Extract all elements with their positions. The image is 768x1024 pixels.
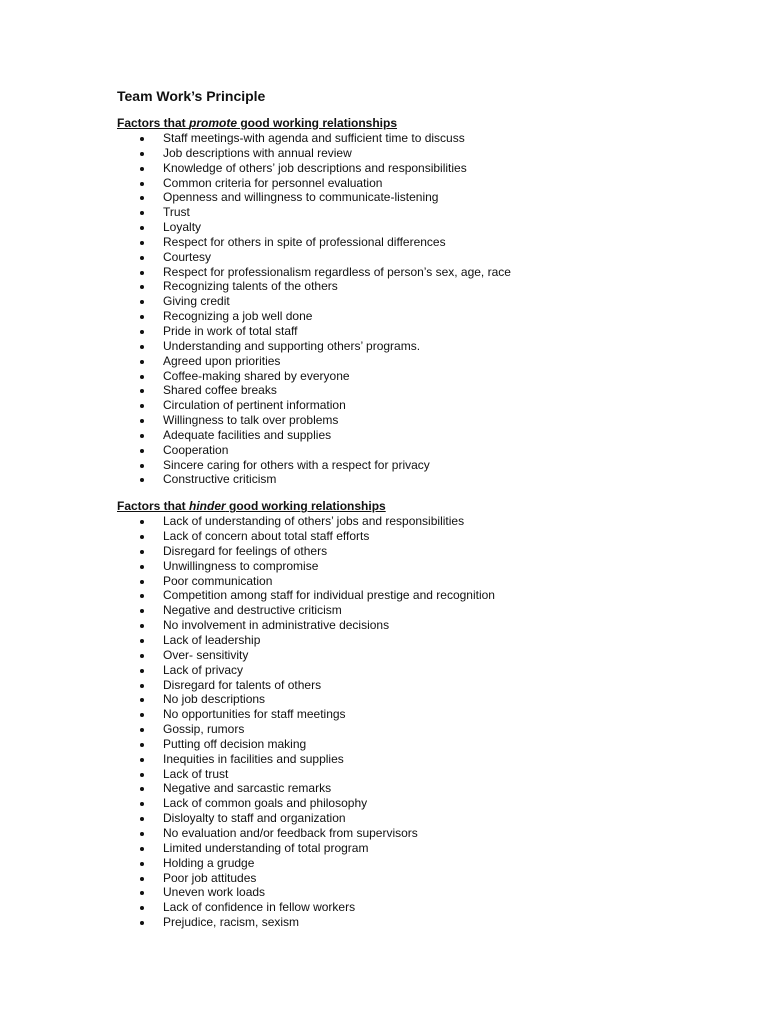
hinder-factor-item: Lack of privacy: [117, 663, 737, 678]
promote-factor-item: Knowledge of others’ job descriptions and responsibilities: [117, 161, 737, 176]
hinder-factor-item: Limited understanding of total program: [117, 841, 737, 856]
promote-section-heading: [117, 116, 737, 131]
promote-factor-item: Loyalty: [117, 220, 737, 235]
hinder-factor-item: Poor communication: [117, 574, 737, 589]
promote-factor-item: Trust: [117, 205, 737, 220]
promote-factor-item: Job descriptions with annual review: [117, 146, 737, 161]
hinder-section-heading: [117, 499, 737, 514]
hinder-factor-item: Gossip, rumors: [117, 722, 737, 737]
promote-heading-emphasis: promote: [189, 116, 238, 130]
hinder-factor-item: Disregard for talents of others: [117, 678, 737, 693]
hinder-heading-emphasis: hinder: [189, 499, 226, 514]
promote-factor-item: Circulation of pertinent information: [117, 398, 737, 413]
promote-factors-list: [117, 131, 737, 487]
hinder-heading-suffix: good working relationships: [225, 499, 386, 514]
hinder-factor-item: No opportunities for staff meetings: [117, 707, 737, 722]
promote-factor-item: Agreed upon priorities: [117, 354, 737, 369]
hinder-factor-item: Unwillingness to compromise: [117, 559, 737, 574]
hinder-factor-item: No evaluation and/or feedback from supervisors: [117, 826, 737, 841]
promote-factor-item: Giving credit: [117, 294, 737, 309]
hinder-factor-item: Lack of common goals and philosophy: [117, 796, 737, 811]
promote-factor-item: Understanding and supporting others’ programs.: [117, 339, 737, 354]
promote-factor-item: Respect for professionalism regardless of person’s sex, age, race: [117, 265, 737, 280]
promote-factor-item: Willingness to talk over problems: [117, 413, 737, 428]
hinder-factor-item: Disloyalty to staff and organization: [117, 811, 737, 826]
hinder-factor-item: No job descriptions: [117, 692, 737, 707]
hinder-factor-item: Lack of concern about total staff efforts: [117, 529, 737, 544]
promote-factor-item: Openness and willingness to communicate-listening: [117, 190, 737, 205]
promote-heading-suffix: good working relationships: [237, 116, 398, 130]
hinder-heading-prefix: Factors that: [117, 499, 190, 514]
promote-factor-item: Recognizing talents of the others: [117, 279, 737, 294]
promote-factor-item: Constructive criticism: [117, 472, 737, 487]
hinder-factor-item: Holding a grudge: [117, 856, 737, 871]
hinder-factor-item: Lack of trust: [117, 767, 737, 782]
promote-factor-item: Common criteria for personnel evaluation: [117, 176, 737, 191]
promote-factor-item: Coffee-making shared by everyone: [117, 369, 737, 384]
promote-heading-prefix: Factors that: [117, 116, 190, 130]
promote-factor-item: Cooperation: [117, 443, 737, 458]
hinder-factor-item: Disregard for feelings of others: [117, 544, 737, 559]
hinder-factor-item: Putting off decision making: [117, 737, 737, 752]
hinder-factor-item: Lack of understanding of others’ jobs and responsibilities: [117, 514, 737, 529]
hinder-factor-item: Lack of leadership: [117, 633, 737, 648]
document-title: Team Work’s Principle: [117, 88, 266, 104]
promote-factor-item: Pride in work of total staff: [117, 324, 737, 339]
promote-factor-item: Staff meetings-with agenda and sufficient time to discuss: [117, 131, 737, 146]
hinder-factor-item: Negative and destructive criticism: [117, 603, 737, 618]
hinder-factor-item: Negative and sarcastic remarks: [117, 781, 737, 796]
hinder-factor-item: Competition among staff for individual prestige and recognition: [117, 588, 737, 603]
hinder-factor-item: Over- sensitivity: [117, 648, 737, 663]
document-page: [117, 86, 737, 930]
hinder-factor-item: No involvement in administrative decisions: [117, 618, 737, 633]
promote-factor-item: Courtesy: [117, 250, 737, 265]
promote-factor-item: Shared coffee breaks: [117, 383, 737, 398]
hinder-factor-item: Uneven work loads: [117, 885, 737, 900]
promote-factor-item: Adequate facilities and supplies: [117, 428, 737, 443]
promote-factor-item: Respect for others in spite of professional differences: [117, 235, 737, 250]
promote-factor-item: Sincere caring for others with a respect for privacy: [117, 458, 737, 473]
hinder-factor-item: Prejudice, racism, sexism: [117, 915, 737, 930]
hinder-factor-item: Inequities in facilities and supplies: [117, 752, 737, 767]
hinder-factor-item: Poor job attitudes: [117, 871, 737, 886]
hinder-factors-list: [117, 514, 737, 930]
section-spacer: [117, 487, 737, 499]
promote-factor-item: Recognizing a job well done: [117, 309, 737, 324]
hinder-factor-item: Lack of confidence in fellow workers: [117, 900, 737, 915]
